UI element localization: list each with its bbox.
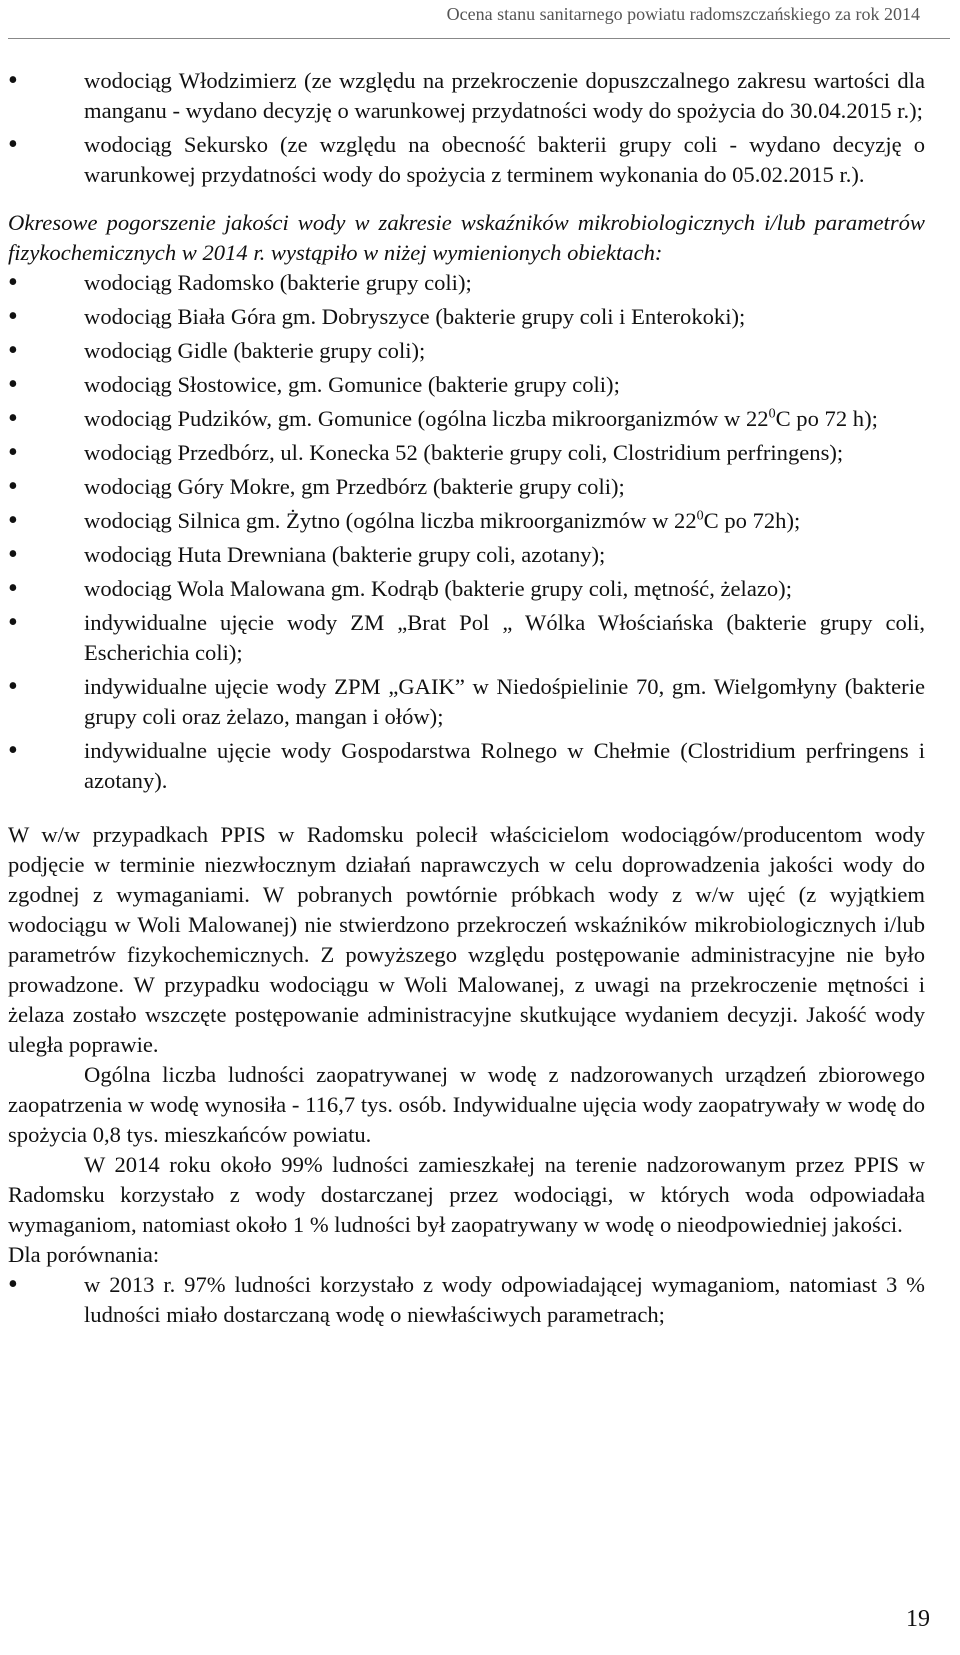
list-item: • wodociąg Radomsko (bakterie grupy coli); xyxy=(8,268,925,298)
list-item xyxy=(8,506,925,536)
list-item-text: C po 72h); xyxy=(703,508,801,533)
bullet-list-objects xyxy=(8,268,925,796)
running-header: Ocena stanu sanitarnego powiatu radomszczańskiego za rok 2014 xyxy=(446,4,920,24)
document-body xyxy=(8,66,925,1330)
page-number: 19 xyxy=(906,1606,930,1632)
bullet-list-comparison xyxy=(8,1270,925,1330)
list-item-text: C po 72 h); xyxy=(775,406,878,431)
italic-intro-paragraph: Okresowe pogorszenie jakości wody w zakresie wskaźników mikrobiologicznych i/lub parametrów fizykochemicznych w 2014 r. wystąpiło w niżej wymienionych obiektach: xyxy=(8,210,925,265)
paragraph-percent-2014: W 2014 roku około 99% ludności zamieszkałej na terenie nadzorowanym przez PPIS w Radomsku korzystało z wody dostarczanej przez wodociągi, w których woda odpowiadała wymaganiom, natomiast około 1 % ludności był zaopatrywany w wodę o nieodpowiedniej jakości. xyxy=(8,1152,925,1237)
list-item: • w 2013 r. 97% ludności korzystało z wody odpowiadającej wymaganiom, natomiast 3 % ludności miało dostarczaną wodę o niewłaściwych parametrach; xyxy=(8,1270,925,1330)
list-item: • wodociąg Sekursko (ze względu na obecność bakterii grupy coli - wydano decyzję o warunkowej przydatności wody do spożycia z terminem wykonania do 05.02.2015 r.). xyxy=(8,130,925,190)
paragraph-population: Ogólna liczba ludności zaopatrywanej w wodę z nadzorowanych urządzeń zbiorowego zaopatrzenia w wodę wynosiła - 116,7 tys. osób. Indywidualne ujęcia wody zaopatrywały w wodę do spożycia 0,8 tys. mieszkańców powiatu. xyxy=(8,1062,925,1147)
paragraph-actions: W w/w przypadkach PPIS w Radomsku polecił właścicielom wodociągów/producentom wody podjęcie w terminie niezwłocznym działań naprawczych w celu doprowadzenia jakości wody do zgodnej z wymaganiami. W pobranych powtórnie próbkach wody z w/w ujęć (z wyjątkiem wodociągu w Woli Malowanej) nie stwierdzono przekroczeń wskaźników mikrobiologicznych i/lub parametrów fizykochemicznych. Z powyższego względu postępowanie administracyjne nie było prowadzone. W przypadku wodociągu w Woli Malowanej, z uwagi na przekroczenie mętności i żelaza zostało wszczęte postępowanie administracyjne skutkujące wydaniem decyzji. Jakość wody uległa poprawie. xyxy=(8,822,925,1057)
list-item-text: wodociąg Pudzików, gm. Gomunice (ogólna liczba mikroorganizmów w 22 xyxy=(84,406,769,431)
list-item: • wodociąg Włodzimierz (ze względu na przekroczenie dopuszczalnego zakresu wartości dla manganu - wydano decyzję o warunkowej przydatności wody do spożycia do 30.04.2015 r.); xyxy=(8,66,925,126)
list-item: • wodociąg Przedbórz, ul. Konecka 52 (bakterie grupy coli, Clostridium perfringens); xyxy=(8,438,925,468)
list-item xyxy=(8,404,925,434)
list-item: • wodociąg Huta Drewniana (bakterie grupy coli, azotany); xyxy=(8,540,925,570)
list-item: • wodociąg Wola Malowana gm. Kodrąb (bakterie grupy coli, mętność, żelazo); xyxy=(8,574,925,604)
header-divider xyxy=(8,38,950,39)
list-item-text: wodociąg Silnica gm. Żytno (ogólna liczba mikroorganizmów w 22 xyxy=(84,508,697,533)
list-item: • indywidualne ujęcie wody Gospodarstwa Rolnego w Chełmie (Clostridium perfringens i azotany). xyxy=(8,736,925,796)
list-item: • indywidualne ujęcie wody ZM „Brat Pol „ Wólka Włościańska (bakterie grupy coli, Escherichia coli); xyxy=(8,608,925,668)
comparison-label: Dla porównania: xyxy=(8,1242,160,1267)
list-item: • indywidualne ujęcie wody ZPM „GAIK” w Niedośpielinie 70, gm. Wielgomłyny (bakterie grupy coli oraz żelazo, mangan i ołów); xyxy=(8,672,925,732)
bullet-list-decisions xyxy=(8,66,925,190)
list-item: • wodociąg Słostowice, gm. Gomunice (bakterie grupy coli); xyxy=(8,370,925,400)
list-item: • wodociąg Góry Mokre, gm Przedbórz (bakterie grupy coli); xyxy=(8,472,925,502)
list-item: • wodociąg Gidle (bakterie grupy coli); xyxy=(8,336,925,366)
superscript: 0 xyxy=(768,406,776,422)
superscript: 0 xyxy=(696,508,704,524)
list-item: • wodociąg Biała Góra gm. Dobryszyce (bakterie grupy coli i Enterokoki); xyxy=(8,302,925,332)
